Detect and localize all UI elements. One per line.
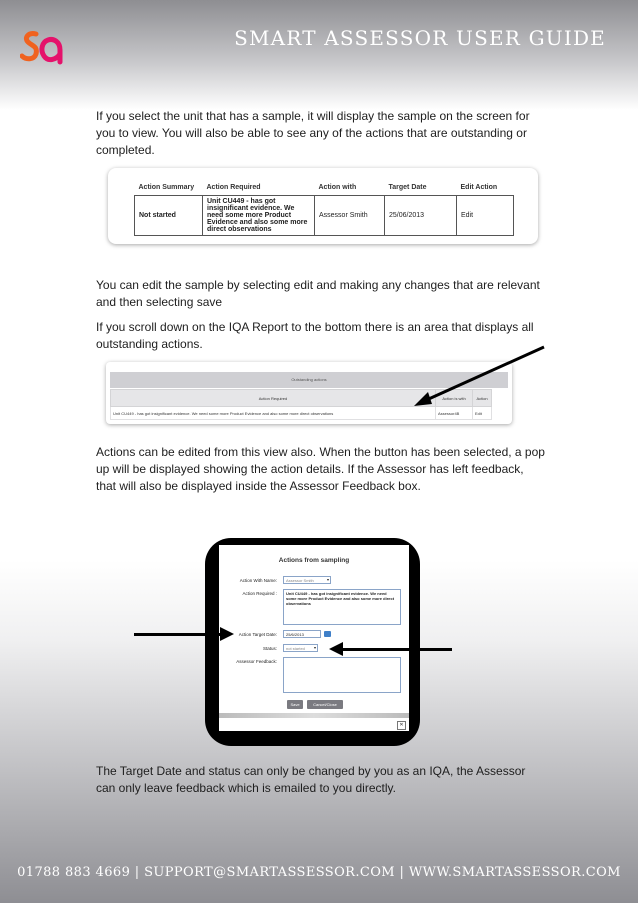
chevron-down-icon: ▾ [313,645,316,650]
col-header: Target Date [388,183,427,191]
edit-link[interactable]: Edit [473,407,492,420]
cancel-close-button[interactable]: Cancel/Close [307,700,343,709]
action-with-cell: Assessor Smith [315,196,385,236]
action-with-cell: Assessor4B [436,407,473,420]
action-summary-table [134,179,514,236]
right-pointer-arrow [340,648,452,651]
feedback-label: Assessor Feedback: [236,659,277,664]
calendar-icon[interactable] [324,631,331,637]
action-required-label: Action Required : [242,591,277,596]
action-required-cell: Unit CU449 - has got insignificant evidence. We need some more Product Evidence and also some more direct observations [203,196,315,236]
scroll-paragraph: If you scroll down on the IQA Report to the bottom there is an area that displays all outstanding actions. [96,320,534,351]
target-date-cell: 25/06/2013 [385,196,457,236]
smart-assessor-logo [20,28,68,68]
edit-link[interactable]: Edit [457,196,514,236]
status-select[interactable]: not started ▾ [283,644,318,652]
popup-paragraph: Actions can be edited from this view also. When the button has been selected, a pop up will be displayed showing the action details. If the Assessor has left feedback, that will also be displayed inside the Assessor Feedback box. [96,445,545,493]
assessor-feedback-textarea[interactable] [283,657,401,693]
closing-paragraph: The Target Date and status can only be changed by you as an IQA, the Assessor can only leave feedback which is emailed to you directly. [96,764,526,795]
action-with-select[interactable]: Assessor Smith ▾ [283,576,331,584]
popup-scrollbar[interactable] [219,713,409,718]
left-pointer-arrowhead [220,627,234,641]
edit-paragraph: You can edit the sample by selecting edit and making any changes that are relevant and then selecting save [96,278,540,309]
right-pointer-arrowhead [329,642,343,656]
left-pointer-arrow [134,633,224,636]
col-header: Action [473,390,492,407]
status-label: Status: [262,646,277,651]
action-summary-screenshot [108,168,538,244]
footer-contact: 01788 883 4669 | SUPPORT@SMARTASSESSOR.COM | WWW.SMARTASSESSOR.COM [17,865,621,880]
guide-title: SMART ASSESSOR USER GUIDE [234,26,606,50]
close-icon[interactable]: ✕ [397,721,406,730]
intro-paragraph: If you select the unit that has a sample, it will display the sample on the screen for you to view. You will also be able to see any of the actions that are outstanding or completed. [96,109,530,157]
table-row [135,196,514,236]
col-header: Action Summary [138,183,195,191]
target-date-input[interactable]: 25/6/2013 [283,630,321,638]
action-required-textarea[interactable]: Unit CU449 - has got insignificant evidence. We need some more Product Evidence and also some more direct observations [283,589,401,625]
save-button[interactable]: Save [287,700,303,709]
actions-from-sampling-popup [219,545,409,731]
col-header: Action is with [436,390,473,407]
col-header: Edit Action [460,183,498,191]
action-with-label: Action With Name: [239,578,277,583]
target-date-label: Action Target Date: [238,632,277,637]
status-cell: Not started [135,196,203,236]
col-header: Action Required [206,183,261,191]
outstanding-actions-title: Outstanding actions [291,377,327,382]
popup-title: Actions from sampling [278,557,350,564]
col-header: Action with [318,183,357,191]
action-required-cell: Unit CU449 - has got insignificant evidence. We need some more Product Evidence and also some more direct observations [111,407,436,420]
chevron-down-icon: ▾ [326,577,329,582]
pointer-arrow [400,340,550,410]
col-header: Action Required [111,390,436,407]
